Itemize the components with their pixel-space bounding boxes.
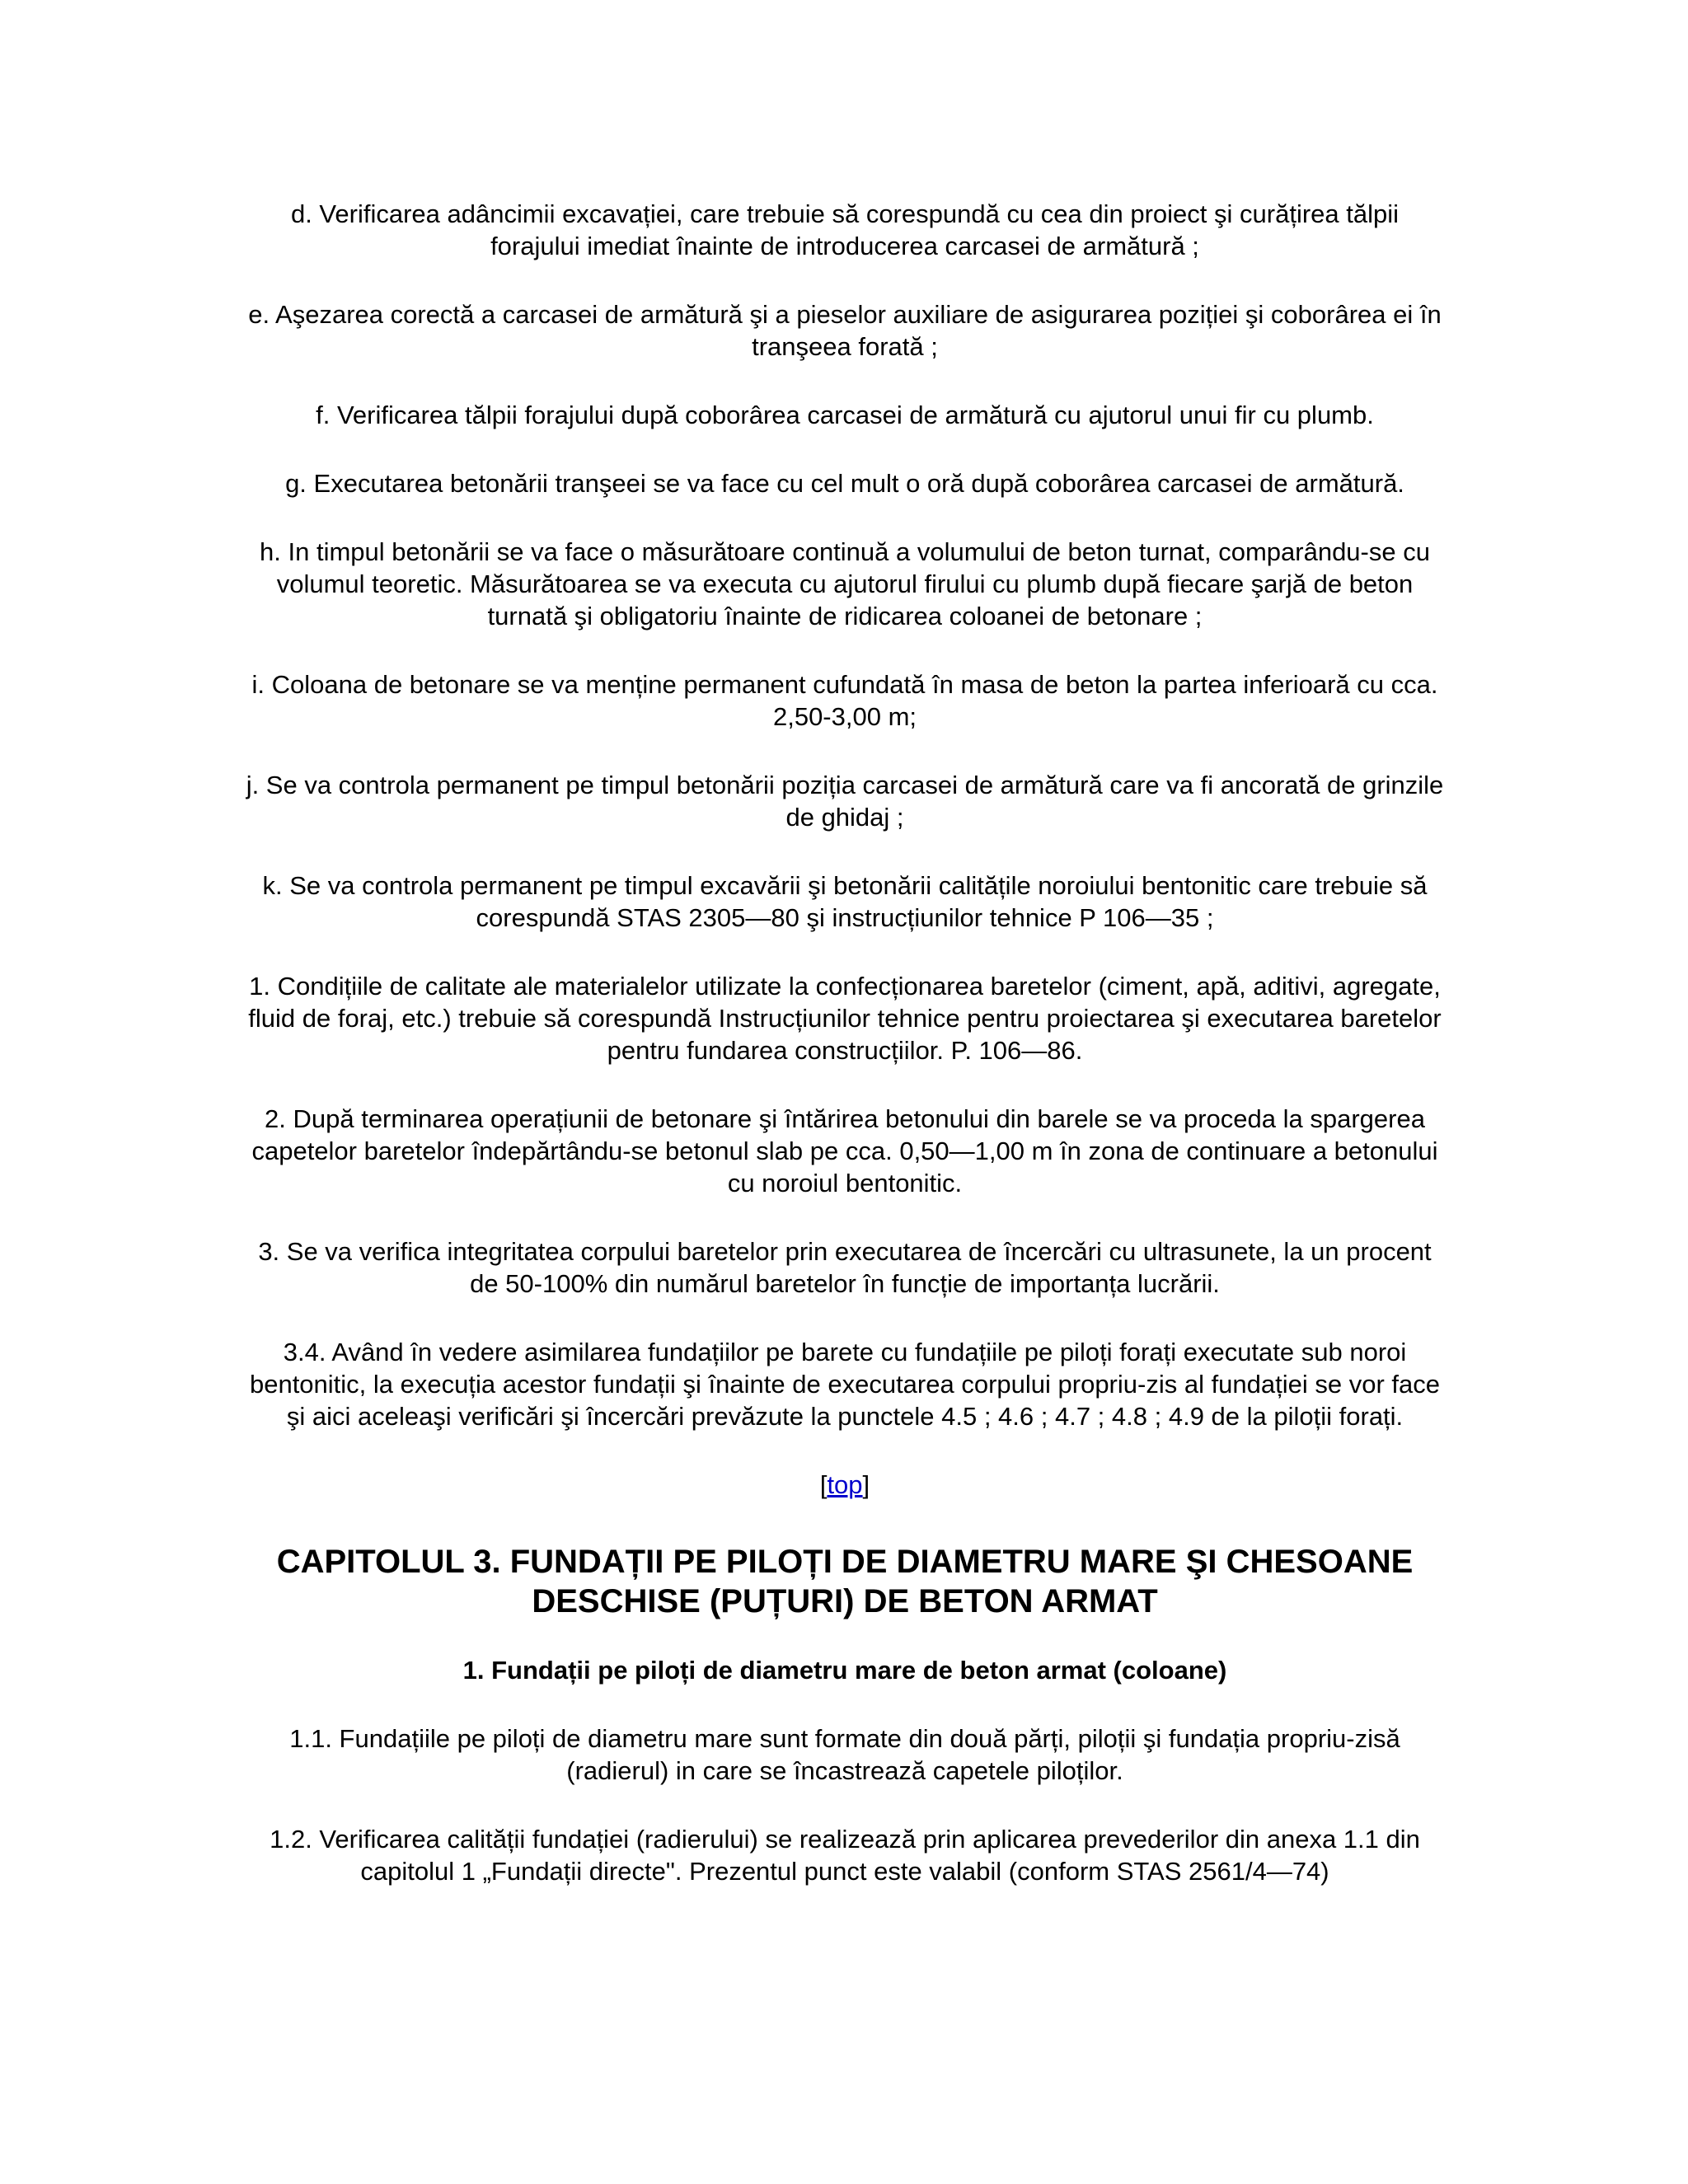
top-link-open-bracket: [ xyxy=(819,1470,828,1499)
paragraph-g: g. Executarea betonării tranşeei se va face cu cel mult o oră după coborârea carcasei de armătură. xyxy=(285,469,1404,498)
paragraph-3-4: 3.4. Având în vedere asimilarea fundațiilor pe barete cu fundațiile pe piloți forați executate sub noroi bentonitic, la execuția acestor fundații şi înainte de executarea corpului propriu-zis al fundației se vor face şi aici aceleaşi verificări şi încercări prevăzute la punctele 4.5 ; 4.6 ; 4.7 ; 4.8 ; 4.9 de la piloții forați. xyxy=(249,1338,1441,1431)
paragraph-j: j. Se va controla permanent pe timpul betonării poziția carcasei de armătură care va fi ancorată de grinzile de ghidaj ; xyxy=(246,771,1444,832)
section-title: 1. Fundații pe piloți de diametru mare de beton armat (coloane) xyxy=(462,1656,1227,1685)
paragraph-d: d. Verificarea adâncimii excavației, care trebuie să corespundă cu cea din proiect şi curățirea tălpii forajului imediat înainte de introducerea carcasei de armătură ; xyxy=(290,199,1400,260)
paragraph-k: k. Se va controla permanent pe timpul excavării şi betonării calitățile noroiului bentonitic care trebuie să corespundă STAS 2305—80 şi instrucțiunilor tehnice P 106—35 ; xyxy=(262,871,1428,932)
chapter-title: CAPITOLUL 3. FUNDAȚII PE PILOȚI DE DIAMETRU MARE ŞI CHESOANE DESCHISE (PUȚURI) DE BETON ARMAT xyxy=(276,1544,1414,1619)
paragraph-e: e. Aşezarea corectă a carcasei de armătură şi a pieselor auxiliare de asigurarea poziției şi coborârea ei în tranşeea forată ; xyxy=(248,300,1442,361)
paragraph-h: h. In timpul betonării se va face o măsurătoare continuă a volumului de beton turnat, comparându-se cu volumul teoretic. Măsurătoarea se va executa cu ajutorul firului cu plumb după fiecare şarjă de beton turnată şi obligatoriu înainte de ridicarea coloanei de betonare ; xyxy=(260,537,1430,630)
paragraph-1-1: 1.1. Fundațiile pe piloți de diametru mare sunt formate din două părți, piloții şi fundația propriu-zisă (radierul) in care se încastrează capetele piloților. xyxy=(289,1724,1400,1785)
paragraph-2: 2. După terminarea operațiunii de betonare şi întărirea betonului din barele se va proceda la spargerea capetelor baretelor îndepărtându-se betonul slab pe cca. 0,50—1,00 m în zona de continuare a betonului cu noroiul bentonitic. xyxy=(251,1104,1438,1197)
document-page xyxy=(243,198,1447,1924)
paragraph-1: 1. Condițiile de calitate ale materialelor utilizate la confecționarea baretelor (ciment, apă, aditivi, agregate, fluid de foraj, etc.) trebuie să corespundă Instrucțiunilor tehnice pentru proiectarea şi executarea baretelor pentru fundarea construcțiilor. P. 106—86. xyxy=(248,972,1442,1065)
top-link[interactable]: top xyxy=(827,1470,863,1499)
paragraph-1-2: 1.2. Verificarea calității fundației (radierului) se realizează prin aplicarea prevederilor din anexa 1.1 din capitolul 1 „Fundații directe". Prezentul punct este valabil (conform STAS 2561/4—74) xyxy=(270,1825,1420,1886)
top-link-close-bracket: ] xyxy=(862,1470,870,1499)
paragraph-f: f. Verificarea tălpii forajului după coborârea carcasei de armătură cu ajutorul unui fir cu plumb. xyxy=(316,401,1374,429)
paragraph-3: 3. Se va verifica integritatea corpului baretelor prin executarea de încercări cu ultrasunete, la un procent de 50-100% din numărul baretelor în funcție de importanța lucrării. xyxy=(258,1237,1432,1298)
top-link-line xyxy=(243,1469,1447,1501)
paragraph-i: i. Coloana de betonare se va menține permanent cufundată în masa de beton la partea inferioară cu cca. 2,50-3,00 m; xyxy=(251,670,1438,731)
